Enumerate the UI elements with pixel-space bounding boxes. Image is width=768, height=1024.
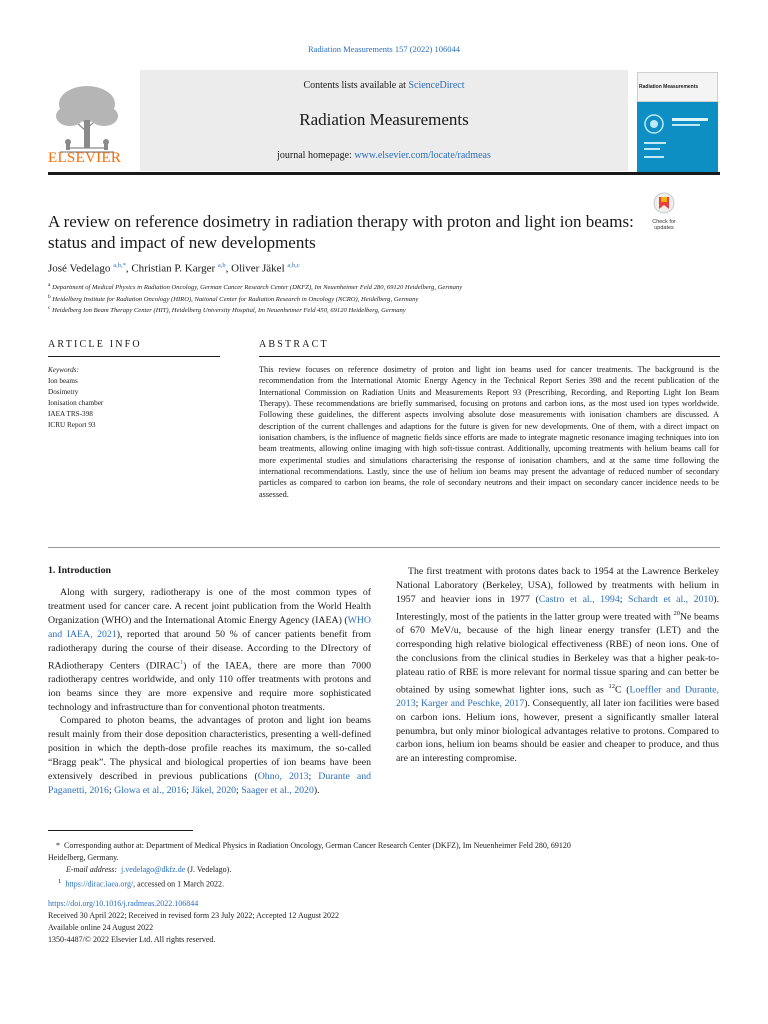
abstract-rule [259,356,720,357]
abstract-text: This review focuses on reference dosimetry of proton and light ion beams used for cancer treatments. The background is the recommendation from the International Atomic Energy Agency in the Technical Report Series 398 and the recent publication of the International Commission on Radiation Units and Measurements Report 93 (Prescribing, Recording, and Reporting Light Ion Beam Therapy). These recommendations are briefly summarised, focusing on protons and carbon ions, as the most used ion types worldwide. Following these guidelines, the different aspects involving absolute dose measurements with ionisation chambers are discussed. A description of the current challenges and adaptions for the future is given for new developments. One of them, with a direct impact on ionisation chambers, is the influence of magnetic fields since efforts are made to integrate magnetic resonance imaging techniques into ion beam treatments, allowing online imaging with high soft-tissue contrast. Additionally, upcoming treatments with helium beams call for more experimental studies and simulations characterising the response of ionisation chambers, and at the same time following the international recommendations. Lastly, since the use of helium ion beams may present the advantage of reduced number of secondary particles as compared to carbon ion beams, the role of secondary neutrons and their impact on secondary cancer incidence needs to be assessed. [259,365,719,499]
contents-line [140,80,628,91]
citation-link[interactable]: Loeffler and Durante, 2013 [396,683,719,709]
body-column-left [48,586,371,798]
paragraph-text: ; [415,697,421,709]
affiliation-mark: a [48,282,51,288]
bookmark-icon [648,192,680,214]
citation-link[interactable]: Saager et al., 2020 [241,784,314,796]
email-link[interactable]: j.vedelago@dkfz.de [121,865,186,874]
journal-title: Radiation Measurements [299,110,469,129]
available-online: Available online 24 August 2022 [48,923,154,932]
footnote-text: , accessed on 1 March 2022. [133,879,225,889]
affiliation-c [48,305,406,314]
abstract-heading: ABSTRACT [259,339,329,350]
paragraph-text: Ne beams of 670 MeV/u, because of the high linear energy transfer (LET) and the corresponding high relative biological effectiveness (RBE) of neon ions. One of the conclusions from the clinical studies in Berkeley was that a higher peak-to-plateau ratio of RBE is more relevant for normal tissue sparing and can better be obtained by using somewhat lighter ions, such as [396,610,720,695]
citation-link[interactable]: Castro et al., 1994 [538,593,620,605]
affiliation-b [48,294,418,303]
body-column-right [396,565,719,766]
paragraph-text: C ( [615,683,630,695]
paragraph-text: ) of the IAEA, there are more than 7000 radiotherapy centres worldwide, and only 110 offer treatments with protons and ion beams since they are more expensive and require more sophisticated technology and infrastructure than for conventional photon treatments. [48,659,372,713]
article-info-rule [48,356,220,357]
citation-link[interactable]: 1 [179,658,184,666]
affiliation-text: Heidelberg Institute for Radiation Oncology (HIRO), National Center for Radiation Research in Oncology (NCRO), Heidelberg, Germany [52,296,419,304]
email-label: E-mail address: [66,865,118,874]
body-paragraph [48,714,371,797]
author-name[interactable]: José Vedelago [48,262,111,275]
author-list: José Vedelago $^{a,b,*}$, Christian P. Karger $^{a,b}$, Oliver Jäkel $^{a,b,c}$ [48,262,300,275]
citation-link[interactable]: Jäkel, 2020 [191,784,237,796]
abstract-bottom-rule [48,547,720,548]
paragraph-text: 20 [673,609,680,617]
author-affiliation-marks[interactable]: a,b [217,262,226,269]
footnote-mark: 1 [58,878,62,885]
author-affiliation-marks[interactable]: a,b,c [287,262,300,269]
cover-artwork [640,110,714,168]
citation-link[interactable]: Schardt et al., 2010 [628,593,714,605]
keyword-item: IAEA TRS-398 [48,410,93,418]
paragraph-text: ; [108,784,115,796]
author-affiliation-marks[interactable]: a,b,* [113,262,126,269]
contents-prefix: Contents lists available at [303,80,409,91]
affiliation-mark: b [48,294,51,300]
dirac-link[interactable]: https://dirac.iaea.org/ [65,879,134,889]
sciencedirect-link[interactable]: ScienceDirect [408,80,465,91]
paragraph-text: ). [313,784,320,796]
copyright: 1350-4487/© 2022 Elsevier Ltd. All rights reserved. [48,935,216,944]
keyword-item: Ion beams [48,377,78,385]
corresponding-author-note-cont: Heidelberg, Germany. [48,853,119,862]
keyword-item: ICRU Report 93 [48,421,96,429]
affiliation-text: Department of Medical Physics in Radiation Oncology, German Cancer Research Center (DKFZ), Im Neuenheimer Feld 280, 69120 Heidelberg, Germany [52,284,463,292]
received-dates: Received 30 April 2022; Received in revised form 23 July 2022; Accepted 12 August 2022 [48,911,340,920]
affiliation-mark: c [48,305,51,311]
paragraph-text: ; [308,771,319,783]
paragraph-text: 12 [608,682,616,690]
paragraph-text: ; [186,784,192,796]
paragraph-text: ), reported that around 50 % of cancer patients benefit from radiotherapy during the course of their disease. According to the DIrectory of RAdiotherapy Centers (DIRAC [48,628,371,671]
keywords-label: Keywords: [48,366,79,374]
keyword-item: Dosimetry [48,388,79,396]
article-info-heading: ARTICLE INFO [48,339,142,350]
body-paragraph [396,565,719,766]
email-suffix: (J. Vedelago). [185,865,232,874]
footnote-text: Corresponding author at: Department of Medical Physics in Radiation Oncology, German Cancer Research Center (DKFZ), Im Neuenheimer Feld 280, 69120 [64,841,571,850]
author-name[interactable]: Oliver Jäkel [231,262,285,275]
corresponding-author-note [56,840,571,852]
footnote-mark: * [56,841,60,850]
citation-link[interactable]: Karger and Peschke, 2017 [420,697,525,709]
paragraph-text: The first treatment with protons dates back to 1954 at the Lawrence Berkeley National Laboratory (Berkeley, USA), followed by treatments with helium in 1957 and heavier ions in 1977 ( [396,566,719,605]
footnote-1 [58,876,224,891]
citation-link[interactable]: Glowa et al., 2016 [114,784,187,796]
homepage-link[interactable]: www.elsevier.com/locate/radmeas [354,150,491,161]
email-note [66,864,231,876]
introduction-heading: 1. Introduction [48,565,111,576]
citation-link[interactable]: Durante and Paganetti, 2016 [48,771,371,796]
check-for-updates-badge[interactable] [648,192,680,231]
journal-cover-title: Radiation Measurements [639,84,699,90]
footnote-rule [48,830,193,831]
affiliation-a [48,282,462,291]
paragraph-text: ). Interestingly, most of the patients in the latter group were treated with [396,593,719,622]
header-rule [48,172,720,175]
paragraph-text: ). Consequently, all later ion facilities were based on carbon ions. Helium ions, however, present a significantly smaller lateral penumbra, but only minor biological advantages relative to protons. Compared to carbon ions, helium ion beams should be easier and cheaper to produce, and thus are an interesting compromise. [396,697,719,765]
homepage-prefix: journal homepage: [277,150,355,161]
doi-link[interactable]: https://doi.org/10.1016/j.radmeas.2022.106844 [48,899,199,908]
body-paragraph [48,586,371,714]
citation-link[interactable]: Ohno, 2013 [257,771,309,783]
affiliation-text: Heidelberg Ion Beam Therapy Center (HIT), Heidelberg University Hospital, Im Neuenheimer Feld 450, 69120 Heidelberg, Germany [52,307,406,315]
journal-reference[interactable]: Radiation Measurements 157 (2022) 106044 [307,44,461,54]
keyword-item: Ionisation chamber [48,399,104,407]
paragraph-text: Along with surgery, radiotherapy is one of the most common types of treatment used for cancer care. A recent joint publication from the World Health Organization (WHO) and the International Atomic Energy Agency (IAEA) ( [48,587,371,626]
check-for-updates-label: Check for updates [652,219,676,231]
citation-link[interactable]: WHO and IAEA, 2021 [48,614,371,640]
publisher-name: ELSEVIER [48,150,122,166]
paragraph-text: ; [619,593,629,605]
paragraph-text: Compared to photon beams, the advantages of proton and light ion beams result mainly from their dose deposition characteristics, presenting a well-defined position in which the depth-dose profile reaches its maximum, the so-called “Bragg peak”. The physical and biological properties of ion beams have been extensively described in previous publications ( [48,715,371,783]
author-name[interactable]: Christian P. Karger [131,262,216,275]
homepage-line [140,150,628,161]
article-title: A review on reference dosimetry in radiation therapy with proton and light ion beams: status and impact of new developments [48,212,634,252]
paragraph-text: ; [236,784,242,796]
